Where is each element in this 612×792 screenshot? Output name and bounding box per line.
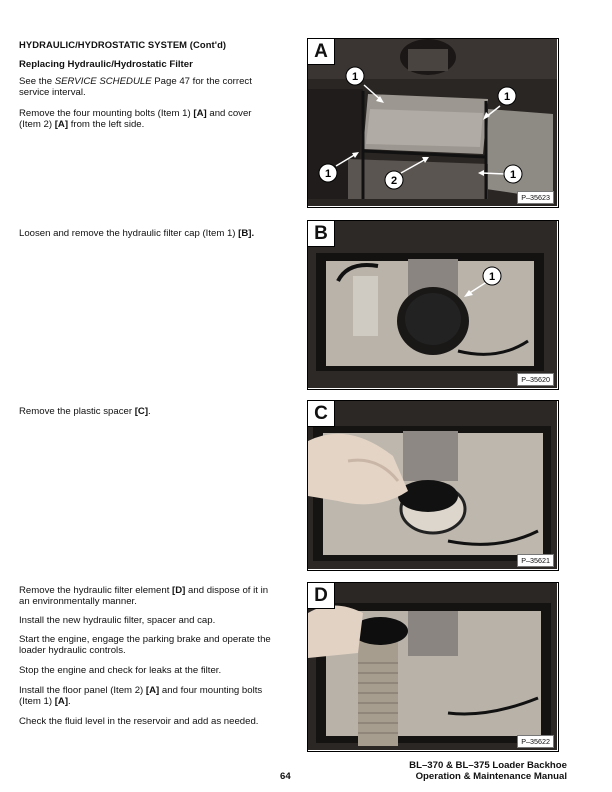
- figure-a-label: A: [308, 39, 335, 65]
- callout-1-bottomright: [504, 165, 522, 183]
- para-install-panel: Install the floor panel (Item 2) [A] and four mounting bolts (Item 1) [A].: [19, 685, 263, 707]
- para-remove-cap: Loosen and remove the hydraulic filter cap (Item 1) [B].: [19, 228, 255, 239]
- footer-manual-title: [409, 760, 567, 782]
- figure-c-code: P–35621: [517, 554, 554, 567]
- svg-text:1: 1: [324, 168, 332, 180]
- callout-1-topright: [498, 87, 516, 105]
- figure-d: [307, 582, 559, 752]
- para-start-engine: Start the engine, engage the parking brake and operate the loader hydraulic controls.: [19, 634, 271, 656]
- page-number: 64: [280, 771, 291, 782]
- figure-a-code: P–35623: [517, 191, 554, 204]
- figure-c-photo: [308, 401, 557, 569]
- figure-b-code: P–35620: [517, 373, 554, 386]
- figure-d-code: P–35622: [517, 735, 554, 748]
- svg-text:1: 1: [509, 169, 517, 181]
- para-remove-element: Remove the hydraulic filter element [D] and dispose of it in an environmentally manner.: [19, 585, 269, 607]
- figure-a-callouts: [308, 39, 557, 206]
- svg-text:2: 2: [390, 175, 398, 187]
- callout-1-bottomleft: [319, 164, 337, 182]
- para-service-interval: See the SERVICE SCHEDULE Page 47 for the correct service interval.: [19, 76, 252, 98]
- callout-1-cap: [483, 267, 501, 285]
- callout-2-cover: [385, 171, 403, 189]
- subsection-title: Replacing Hydraulic/Hydrostatic Filter: [19, 59, 193, 70]
- figure-b-label: B: [308, 221, 335, 247]
- para-check-fluid: Check the fluid level in the reservoir and add as needed.: [19, 716, 259, 727]
- para-remove-spacer: Remove the plastic spacer [C].: [19, 406, 151, 417]
- figure-b-callouts: [308, 221, 557, 388]
- para-install-filter: Install the new hydraulic filter, spacer and cap.: [19, 615, 216, 626]
- svg-text:1: 1: [503, 91, 511, 103]
- callout-1-topleft: [346, 67, 364, 85]
- para-check-leaks: Stop the engine and check for leaks at the filter.: [19, 665, 222, 676]
- figure-d-label: D: [308, 583, 335, 609]
- service-schedule-ref: SERVICE SCHEDULE: [54, 76, 152, 87]
- figure-a: [307, 38, 559, 208]
- figure-d-photo: [308, 583, 557, 750]
- section-title: HYDRAULIC/HYDROSTATIC SYSTEM (Cont'd): [19, 39, 227, 50]
- footer-line-2: Operation & Maintenance Manual: [415, 771, 567, 782]
- svg-text:1: 1: [488, 271, 496, 283]
- para-remove-bolts: Remove the four mounting bolts (Item 1) [A] and cover (Item 2) [A] from the left side.: [19, 108, 252, 130]
- figure-c-label: C: [308, 401, 335, 427]
- figure-c: [307, 400, 559, 571]
- svg-text:1: 1: [351, 71, 359, 83]
- figure-b: [307, 220, 559, 390]
- footer-line-1: BL–370 & BL–375 Loader Backhoe: [409, 760, 567, 771]
